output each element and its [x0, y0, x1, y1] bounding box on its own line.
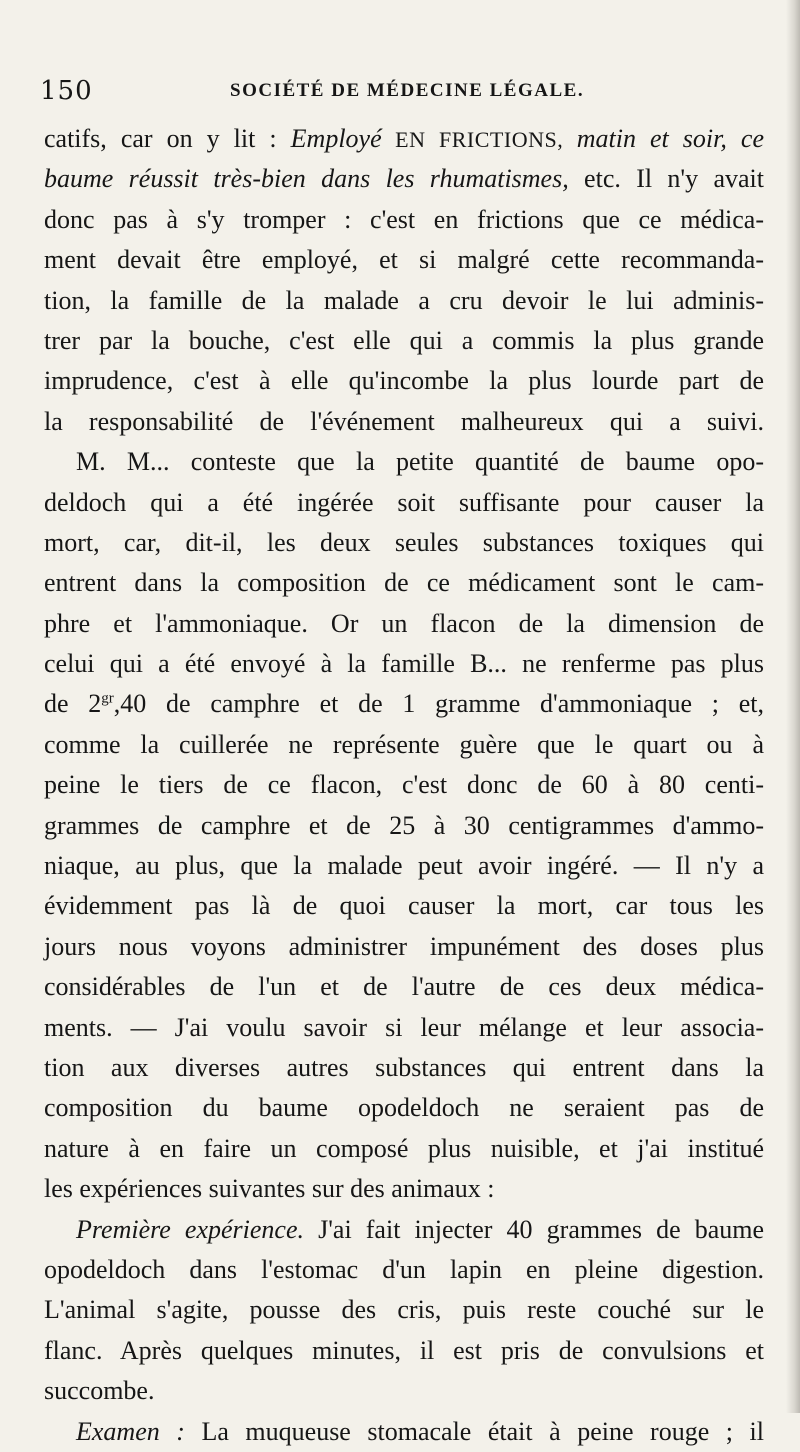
text-line: de $2^{gr},40$ de camphre et de 1 gramme d'ammoniaque ; et, [44, 689, 764, 719]
text-line: considérables de l'un et de l'autre de ces deux médica- [44, 972, 764, 1002]
text-line: ments. — J'ai voulu savoir si leur mélange et leur associa- [44, 1012, 764, 1042]
text-line: ment devait être employé, et si malgré cette recommanda- [44, 245, 764, 275]
text-line: les expériences suivantes sur des animaux : [44, 1174, 495, 1204]
text-line: composition du baume opodeldoch ne seraient pas de [44, 1093, 764, 1123]
text-line: deldoch qui a été ingérée soit suffisante pour causer la [44, 487, 764, 517]
text-line: flanc. Après quelques minutes, il est pris de convulsions et [44, 1335, 764, 1365]
text-line: trer par la bouche, c'est elle qui a commis la plus grande [44, 325, 764, 355]
text-line: phre et l'ammoniaque. Or un flacon de la dimension de [44, 608, 764, 638]
text-line: la responsabilité de l'événement malheureux qui a suivi. [44, 406, 764, 436]
text-line: celui qui a été envoyé à la famille B... ne renferme pas plus [44, 649, 764, 679]
page-header [40, 70, 740, 110]
text-line: catifs, car on y lit : Employé EN FRICTIONS, matin et soir, ce [44, 124, 765, 153]
text-line: niaque, au plus, que la malade peut avoir ingéré. — Il n'y a [44, 851, 764, 881]
text-line: L'animal s'agite, pousse des cris, puis reste couché sur le [44, 1295, 764, 1325]
text-line: tion aux diverses autres substances qui entrent dans la [44, 1052, 764, 1082]
page-edge-shadow [786, 0, 800, 1413]
paragraph-start-line: M. M... conteste que la petite quantité de baume opo- [76, 447, 764, 477]
text-line: imprudence, c'est à elle qu'incombe la plus lourde part de [44, 366, 764, 396]
text-line: tion, la famille de la malade a cru devoir le lui adminis- [44, 285, 764, 315]
text-line: entrent dans la composition de ce médicament sont le cam- [44, 568, 764, 598]
text-line: nature à en faire un composé plus nuisible, et j'ai institué [44, 1133, 764, 1163]
body-text [44, 119, 764, 1452]
running-title: SOCIÉTÉ DE MÉDECINE LÉGALE. [230, 80, 585, 101]
text-line: évidemment pas là de quoi causer la mort, car tous les [44, 891, 764, 921]
text-line: peine le tiers de ce flacon, c'est donc de 60 à 80 centi- [44, 770, 764, 800]
text-line: jours nous voyons administrer impunément des doses plus [44, 931, 764, 961]
text-line: succombe. [44, 1376, 155, 1406]
text-line: comme la cuillerée ne représente guère que le quart ou à [44, 729, 764, 759]
text-line: opodeldoch dans l'estomac d'un lapin en pleine digestion. [44, 1254, 764, 1284]
text-line: baume réussit très-bien dans les rhumatismes, etc. Il n'y avait [44, 164, 764, 194]
text-line: mort, car, dit-il, les deux seules substances toxiques qui [44, 527, 764, 557]
text-line: donc pas à s'y tromper : c'est en frictions que ce médica- [44, 204, 764, 234]
text-line: grammes de camphre et de 25 à 30 centigrammes d'ammo- [44, 810, 764, 840]
page-number: 150 [40, 76, 93, 106]
paragraph-start-line: Examen : La muqueuse stomacale était à peine rouge ; il [76, 1416, 764, 1446]
paragraph-start-line: Première expérience. J'ai fait injecter 40 grammes de baume [76, 1214, 765, 1244]
